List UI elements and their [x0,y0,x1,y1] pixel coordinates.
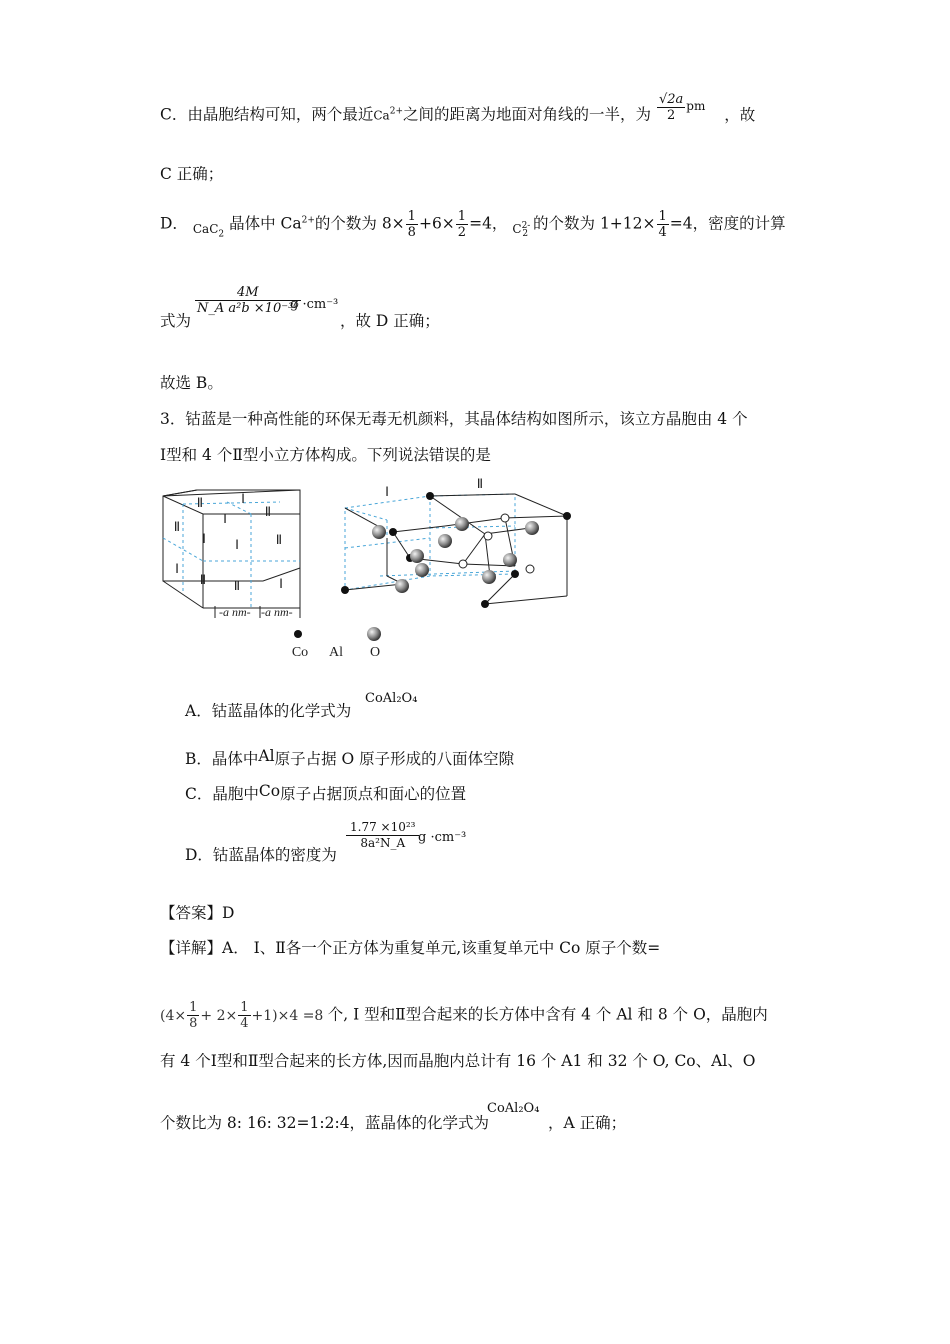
cube-label: Ⅱ [275,532,283,547]
dimension-label: -a nm- [261,605,293,619]
unit: g ·cm⁻³ [418,830,467,845]
crystal-structure-figure [155,476,595,666]
legend-co-symbol [294,630,302,638]
explanation-line-2 [160,1000,768,1031]
option-d [185,844,337,866]
charge: 2+ [389,106,403,117]
text: 原子占据 O 原子形成的八面体空隙 [274,750,515,768]
cube-label: Ⅰ [223,511,227,526]
option-c-explanation-line [160,92,756,131]
legend-o-symbol [367,627,381,641]
co-atoms [341,492,571,608]
denominator: 2 [457,225,467,240]
o-atom [410,549,424,563]
ca-text: Ca [373,108,390,123]
text: CaC [192,221,219,236]
cube-label: Ⅰ [279,576,283,591]
text: C．由晶胞结构可知，两个最近 [160,105,374,124]
cube-label: Ⅱ [196,495,204,510]
option-a [185,700,351,722]
cube-label: Ⅱ [199,572,207,587]
text: =4，密度的计算 [669,214,786,233]
cube-label: Ⅰ [202,531,206,546]
co-atom [341,586,349,594]
text: D． [160,214,188,233]
text: =4， [469,214,508,233]
text: ，故 D 正确； [340,312,440,330]
text: 个数比为 8: 16: 32=1:2:4，蓝晶体的化学式为 [160,1114,490,1132]
cube-label: Ⅰ [175,561,179,576]
subscript: 2 [218,228,225,239]
text: 的个数为 8× [314,214,405,233]
text: 之间的距离为地面对角线的一半，为 [403,105,652,124]
denominator: N_A a²b ×10⁻³⁰ [197,301,299,316]
co-atom [511,570,519,578]
charge: 2+ [301,215,315,226]
al-atom [484,532,492,540]
explanation-line-4 [160,1112,489,1134]
fraction [456,209,468,240]
sqrt2a-over-2 [657,92,685,123]
text: 个, I 型和Ⅱ型合起来的长方体中含有 4 个 Al 和 8 个 O，晶胞内 [327,1005,768,1024]
explanation-line-3: 有 4 个Ⅰ型和Ⅱ型合起来的长方体,因而晶胞内总计有 16 个 A1 和 32 个 O, Co、Al、O [160,1052,756,1070]
text: +6× [418,214,455,233]
cube-label: Ⅰ [241,491,245,506]
legend-al: Al [329,645,343,660]
fraction [406,209,418,240]
density-formula-line [160,310,191,332]
o-atoms [372,517,539,593]
text: A．钴蓝晶体的化学式为 [185,702,352,720]
o-atom [372,525,386,539]
o-atom [415,563,429,577]
unit: g ·cm⁻³ [290,297,339,312]
question-3-line-1: 3．钴蓝是一种高性能的环保无毒无机颜料，其晶体结构如图所示，该立方晶胞由 4 个 [160,410,748,428]
structure-label-ii: Ⅱ [476,476,484,491]
al-atom [526,565,534,573]
text: ，A 正确； [548,1114,627,1132]
co-atom [481,600,489,608]
co-count-expression: (4× $\frac{1}{8}$ + 2× $\frac{1}{4}$ +1)×4 =8 [160,1000,328,1031]
o-atom [438,534,452,548]
text: 式为 [160,312,192,330]
subscript: 2 [522,228,529,239]
denominator: 4 [658,225,667,240]
legend-o: O [369,645,381,660]
co-atom [389,528,397,536]
denominator: 8a²N_A [360,836,406,850]
numerator: 1 [658,209,667,224]
option-d-explanation-line [160,209,786,241]
option-d-fraction [346,820,419,851]
text: ，故 [724,105,756,124]
cube-label: Ⅱ [233,578,241,593]
numerator: √2a [658,92,684,107]
formula: CoAl₂O₄ [487,1101,540,1116]
text: B．晶体中 [185,750,259,768]
explanation-line-1: 【详解】A． Ⅰ、Ⅱ各一个正方体为重复单元,该重复单元中 Co 原子个数= [160,939,661,957]
text: D．钴蓝晶体的密度为 [185,846,337,864]
option-c [185,783,466,805]
al-symbol: Al [258,747,275,765]
text: 晶体中 Ca [229,214,302,233]
question-3-line-2: Ⅰ型和 4 个Ⅱ型小立方体构成。下列说法错误的是 [160,446,491,464]
unit: pm [686,98,706,113]
co-atom [563,512,571,520]
numerator: 1.77 ×10²³ [346,820,419,836]
c2-ion [512,220,531,239]
cac2-formula [192,221,225,239]
co-atom [426,492,434,500]
text: C．晶胞中 [185,785,259,803]
charge: 2- [521,220,531,231]
choose-b-line: 故选 B。 [160,374,223,392]
legend-co: Co [291,645,309,660]
denominator: 2 [666,108,676,123]
o-atom [455,517,469,531]
text: 原子占据顶点和面心的位置 [280,785,467,803]
co-symbol: Co [258,782,281,800]
denominator: 8 [407,225,416,240]
al-atom [501,514,509,522]
numerator: 1 [457,209,467,224]
cube-label: Ⅱ [264,504,272,519]
numerator: 1 [407,209,416,224]
c-correct-line: C 正确； [160,165,224,183]
dimension-label: -a nm- [219,605,251,619]
o-atom [525,521,539,535]
o-atom [395,579,409,593]
option-a-formula: CoAl₂O₄ [365,691,418,706]
cube-label: Ⅰ [235,537,239,552]
numerator: 4M [195,285,301,301]
text: 的个数为 1+12× [533,214,656,233]
al-atom [459,560,467,568]
o-atom [503,553,517,567]
cube-label: Ⅱ [173,519,181,534]
fraction [657,209,669,240]
o-atom [482,570,496,584]
option-b [185,748,514,770]
text: C [512,221,522,236]
structure-label-i: Ⅰ [385,484,389,499]
answer-line: 【答案】D [160,904,235,922]
density-fraction [195,285,301,316]
